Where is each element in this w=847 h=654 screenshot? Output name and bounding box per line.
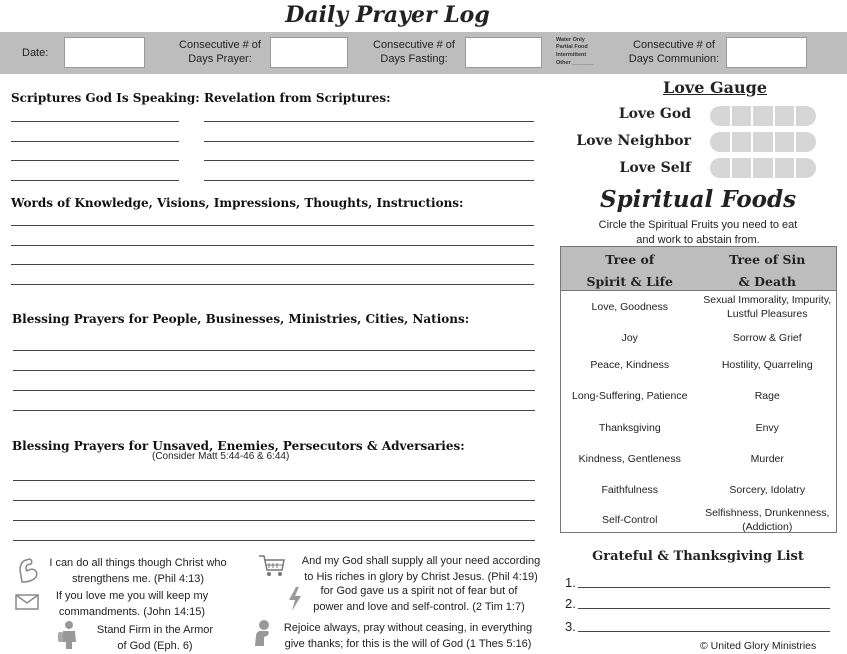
grateful-number: 1. — [565, 575, 576, 590]
table-row — [561, 440, 836, 478]
writing-line[interactable] — [204, 121, 534, 122]
writing-line[interactable] — [13, 540, 535, 541]
quote-eph-6: Stand Firm in the Armor of God (Eph. 6) — [96, 624, 214, 652]
table-row — [561, 478, 836, 502]
soldier-icon — [58, 620, 80, 654]
grateful-number: 3. — [565, 619, 576, 634]
table-row — [561, 376, 836, 416]
love-neighbor-label: Love Neighbor — [576, 133, 691, 149]
quote-2-tim-1-7: for God gave us a spirit not of fear but of power and love and self-control. (2 Tim 1:7) — [313, 585, 525, 613]
tree-of-life-header: Tree of Spirit & Life — [586, 252, 673, 289]
writing-line[interactable] — [13, 480, 535, 481]
fasting-type-other: Other _______ — [556, 60, 594, 66]
writing-line[interactable] — [11, 121, 179, 122]
writing-line[interactable] — [11, 225, 534, 226]
words-heading: Words of Knowledge, Visions, Impressions, Thoughts, Instructions: — [11, 196, 464, 210]
table-row — [561, 354, 836, 376]
communion-days-field[interactable] — [726, 37, 807, 68]
writing-line[interactable] — [13, 520, 535, 521]
shopping-cart-icon — [258, 554, 286, 582]
writing-line[interactable] — [204, 160, 534, 161]
grateful-list-title: Grateful & Thanksgiving List — [592, 549, 804, 564]
love-neighbor-gauge[interactable] — [710, 132, 816, 152]
life-cell[interactable]: Kindness, Gentleness — [578, 453, 681, 465]
writing-line[interactable] — [13, 350, 535, 351]
writing-line[interactable] — [13, 370, 535, 371]
quote-phil-4-13: I can do all things though Christ who strengthens me. (Phil 4:13) — [49, 557, 227, 585]
date-label: Date: — [22, 47, 49, 59]
tree-of-sin-header: Tree of Sin & Death — [729, 252, 806, 289]
quote-phil-4-19: And my God shall supply all your need according to His riches in glory by Christ Jesus. (Phil 4:19) — [301, 555, 541, 583]
spiritual-foods-table — [560, 246, 837, 533]
writing-line[interactable] — [13, 410, 535, 411]
quote-john-14-15: If you love me you will keep my commandments. (John 14:15) — [55, 590, 209, 618]
sin-cell[interactable]: Hostility, Quarreling — [721, 359, 813, 371]
life-cell[interactable]: Thanksgiving — [598, 422, 661, 434]
spiritual-foods-title: Spiritual Foods — [599, 186, 797, 213]
love-self-gauge[interactable] — [710, 158, 816, 178]
table-header — [561, 247, 836, 291]
sin-cell[interactable]: Rage — [754, 390, 780, 402]
writing-line[interactable] — [11, 141, 179, 142]
writing-line[interactable] — [11, 264, 534, 265]
date-field[interactable] — [64, 37, 145, 68]
life-cell[interactable]: Joy — [621, 332, 638, 344]
writing-line[interactable] — [11, 160, 179, 161]
grateful-line[interactable] — [578, 587, 830, 588]
quote-1-thes-5-16: Rejoice always, pray without ceasing, in everything give thanks; for this is the will of God (1 Thes 5:16) — [283, 622, 533, 650]
life-cell[interactable]: Long-Suffering, Patience — [572, 390, 688, 402]
envelope-icon — [15, 593, 39, 615]
flexed-arm-icon — [16, 556, 40, 588]
sin-cell[interactable]: Selfishness, Drunkenness, (Addiction) — [705, 507, 830, 533]
prayer-label: Consecutive # of Days Prayer: — [179, 39, 261, 65]
writing-line[interactable] — [13, 500, 535, 501]
writing-line[interactable] — [11, 180, 179, 181]
sin-cell[interactable]: Murder — [750, 453, 784, 465]
fasting-type-water: Water Only — [556, 37, 585, 43]
spiritual-foods-instruction: Circle the Spiritual Fruits you need to eat and work to abstain from. — [598, 219, 798, 246]
blessing-heading: Blessing Prayers for People, Businesses, Ministries, Cities, Nations: — [12, 312, 470, 326]
writing-line[interactable] — [13, 390, 535, 391]
love-gauge-title: Love Gauge — [663, 78, 767, 97]
life-cell[interactable]: Self-Control — [602, 514, 658, 526]
grateful-line[interactable] — [578, 608, 830, 609]
praying-person-icon — [252, 619, 274, 651]
unsaved-note: (Consider Matt 5:44-46 & 6:44) — [152, 451, 290, 462]
writing-line[interactable] — [11, 245, 534, 246]
scriptures-heading: Scriptures God Is Speaking: — [11, 91, 200, 105]
love-god-label: Love God — [618, 106, 691, 122]
life-cell[interactable]: Faithfulness — [601, 484, 659, 496]
communion-label: Consecutive # of Days Communion: — [628, 39, 720, 65]
revelation-heading: Revelation from Scriptures: — [204, 91, 391, 105]
prayer-days-field[interactable] — [270, 37, 348, 68]
sin-cell[interactable]: Sorcery, Idolatry — [729, 484, 806, 496]
writing-line[interactable] — [204, 141, 534, 142]
life-cell[interactable]: Peace, Kindness — [590, 359, 670, 371]
grateful-line[interactable] — [578, 631, 830, 632]
life-cell[interactable]: Love, Goodness — [591, 301, 668, 313]
love-self-label: Love Self — [619, 160, 691, 176]
grateful-number: 2. — [565, 596, 576, 611]
fasting-type-partial: Partial Food — [556, 44, 588, 50]
sin-cell[interactable]: Envy — [755, 422, 779, 434]
fasting-type-intermittent: Intermittent — [556, 52, 587, 58]
sin-cell[interactable]: Sorrow & Grief — [732, 332, 802, 344]
writing-line[interactable] — [11, 284, 534, 285]
copyright: © United Glory Ministries — [700, 640, 817, 652]
sin-cell[interactable]: Sexual Immorality, Impurity, Lustful Pleasures — [703, 294, 832, 320]
fasting-label: Consecutive # of Days Fasting: — [373, 39, 455, 65]
writing-line[interactable] — [204, 180, 534, 181]
table-row — [561, 322, 836, 354]
table-row — [561, 292, 836, 322]
love-god-gauge[interactable] — [710, 106, 816, 126]
table-row — [561, 416, 836, 440]
fasting-days-field[interactable] — [465, 37, 542, 68]
page-title: Daily Prayer Log — [285, 2, 490, 28]
unsaved-heading: Blessing Prayers for Unsaved, Enemies, Persecutors & Adversaries: — [12, 439, 465, 453]
table-row — [561, 502, 836, 538]
header-bar — [0, 32, 847, 74]
